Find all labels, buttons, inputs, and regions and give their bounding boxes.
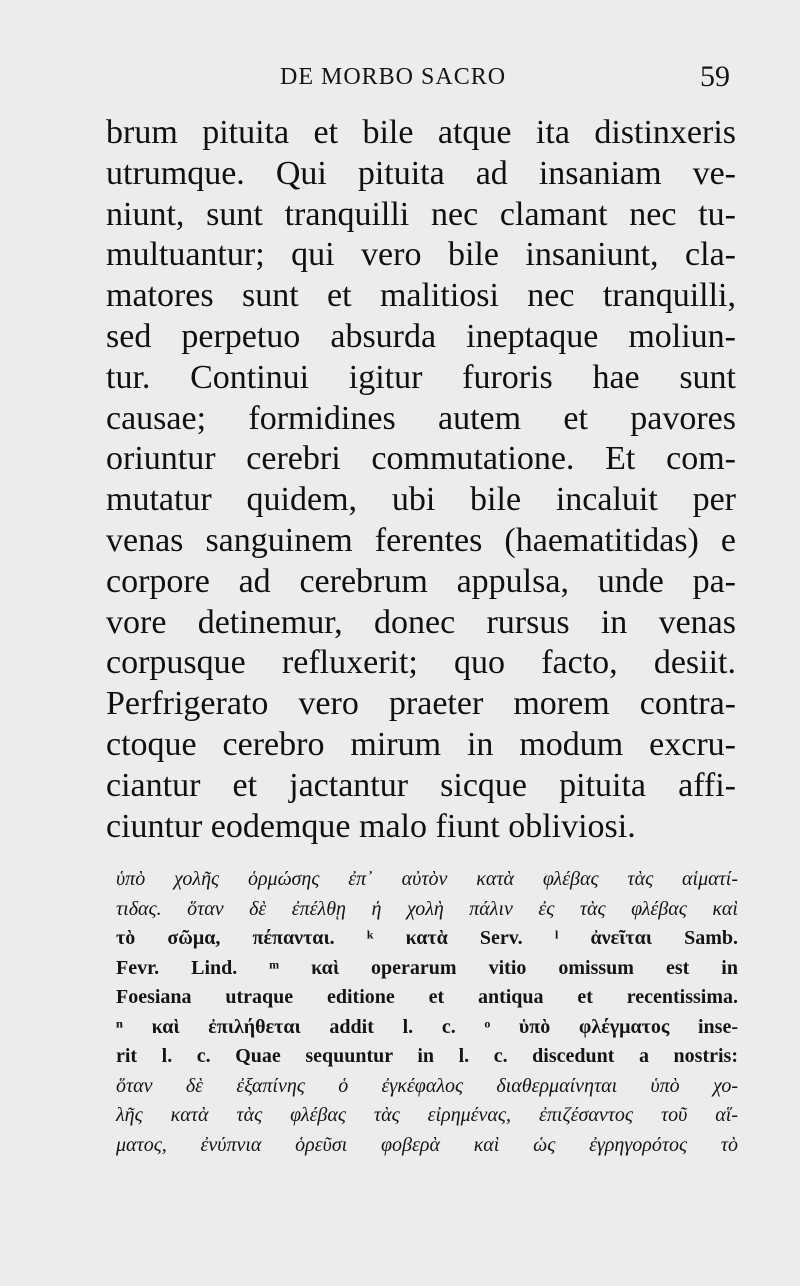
text-line: ciantur et jactantur sicque pituita affi- (106, 766, 736, 804)
text-line: venas sanguinem ferentes (haematitidas) e (106, 521, 736, 559)
text-line: corpore ad cerebrum appulsa, unde pa- (106, 562, 736, 600)
footnote-line: Fevr. Lind. ᵐ καὶ operarum vitio omissum est in (116, 956, 738, 979)
text-line: matores sunt et malitiosi nec tranquilli, (106, 277, 736, 315)
footnote-line: rit l. c. Quae sequuntur in l. c. discedunt a nostris: (116, 1045, 738, 1067)
footnote-line: ⁿ καὶ ἐπιλήθεται addit l. c. ᵒ ὑπὸ φλέγματος inse- (116, 1015, 738, 1038)
footnotes (116, 865, 738, 1160)
footnote-line: ματος, ἐνύπνια ὁρεῦσι φοβερὰ καὶ ὡς ἐγρηγορότος τὸ (116, 1133, 738, 1156)
footnote-line: ὅταν δὲ ἐξαπίνης ὁ ἐγκέφαλος διαθερμαίνηται ὑπὸ χο- (116, 1074, 738, 1097)
text-line: oriuntur cerebri commutatione. Et com- (106, 440, 736, 478)
running-header (0, 56, 800, 100)
footnote-line: Foesiana utraque editione et antiqua et recentissima. (116, 986, 738, 1008)
text-line: corpusque refluxerit; quo facto, desiit. (106, 644, 736, 682)
text-line: tur. Continui igitur furoris hae sunt (106, 358, 736, 396)
text-line: Perfrigerato vero praeter morem contra- (106, 685, 736, 723)
text-line: ciuntur eodemque malo fiunt obliviosi. (106, 807, 636, 845)
text-line: brum pituita et bile atque ita distinxeris (106, 114, 736, 151)
text-line: multuantur; qui vero bile insaniunt, cla- (106, 236, 736, 274)
text-line: causae; formidines autem et pavores (106, 399, 736, 437)
footnote-line: τιδας. ὅταν δὲ ἐπέλθῃ ἡ χολὴ πάλιν ἐς τὰς φλέβας καὶ (116, 897, 738, 920)
page-number: 59 (700, 60, 730, 93)
text-line: mutatur quidem, ubi bile incaluit per (106, 481, 736, 519)
text-line: utrumque. Qui pituita ad insaniam ve- (106, 154, 736, 192)
text-line: vore detinemur, donec rursus in venas (106, 603, 736, 641)
text-line: sed perpetuo absurda ineptaque moliun- (106, 317, 736, 355)
footnote-line: ὑπὸ χολῆς ὁρμώσης ἐπ᾿ αὐτὸν κατὰ φλέβας τὰς αἱματί- (116, 868, 738, 890)
running-title: DE MORBO SACRO (280, 64, 507, 90)
text-line: niunt, sunt tranquilli nec clamant nec tu- (106, 195, 736, 233)
main-text (106, 113, 736, 847)
footnote-line: λῆς κατὰ τὰς φλέβας τὰς εἰρημένας, ἐπιζέσαντος τοῦ αἵ- (116, 1104, 738, 1126)
footnote-line: τὸ σῶμα, πέπανται. ᵏ κατὰ Serv. ˡ ἀνεῖται Samb. (116, 927, 738, 949)
text-line: ctoque cerebro mirum in modum excru- (106, 725, 736, 763)
